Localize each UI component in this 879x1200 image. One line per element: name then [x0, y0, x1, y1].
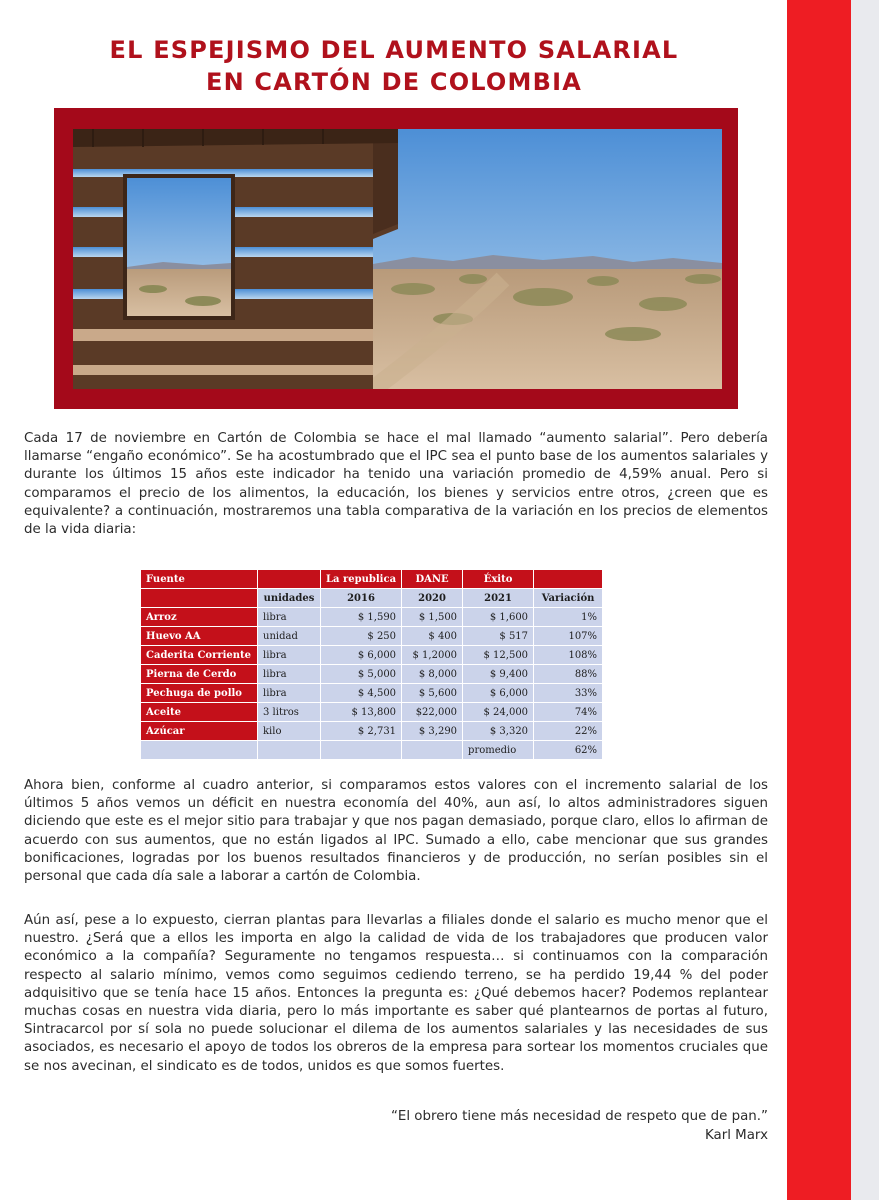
variation-cell: 107%: [534, 627, 603, 646]
price-2016-cell: $ 1,590: [321, 608, 402, 627]
table-row: [141, 627, 603, 646]
price-2021-cell: $ 24,000: [463, 703, 534, 722]
unit-cell: libra: [258, 665, 321, 684]
header-cell: Éxito: [463, 570, 534, 589]
item-name-cell: Caderita Corriente: [141, 646, 258, 665]
title-line-1: EL ESPEJISMO DEL AUMENTO SALARIAL: [109, 36, 679, 64]
empty-cell: [141, 741, 258, 760]
unit-cell: 3 litros: [258, 703, 321, 722]
table-row: [141, 646, 603, 665]
table-row: [141, 608, 603, 627]
price-2021-cell: $ 517: [463, 627, 534, 646]
photo-frame: [54, 108, 738, 409]
price-2020-cell: $22,000: [402, 703, 463, 722]
subheader-cell: [141, 589, 258, 608]
photo-illustration: [73, 129, 722, 389]
price-2016-cell: $ 5,000: [321, 665, 402, 684]
right-red-band: [787, 0, 851, 1200]
empty-cell: [321, 741, 402, 760]
unit-cell: unidad: [258, 627, 321, 646]
subheader-cell: 2020: [402, 589, 463, 608]
page-title: [40, 34, 748, 98]
price-2020-cell: $ 1,2000: [402, 646, 463, 665]
header-cell: [258, 570, 321, 589]
variation-cell: 33%: [534, 684, 603, 703]
average-value-cell: 62%: [534, 741, 603, 760]
price-2020-cell: $ 1,500: [402, 608, 463, 627]
intro-paragraph: Cada 17 de noviembre en Cartón de Colombia se hace el mal llamado “aumento salarial”. Pero debería llamarse “engaño económico”. Se ha acostumbrado que el IPC sea el punto base de los aumentos salariales y durante los últimos 15 años este indicador ha tenido una variación promedio de 4,59% anual. Pero si comparamos el precio de los alimentos, la educación, los bienes y servicios entre otros, ¿creen que es equivalente? a continuación, mostraremos una tabla comparativa de la variación en los precios de elementos de la vida diaria:: [24, 431, 768, 538]
item-name-cell: Aceite: [141, 703, 258, 722]
empty-cell: [402, 741, 463, 760]
desert-cabin-photo: [73, 129, 722, 389]
right-grey-band: [851, 0, 879, 1200]
price-2021-cell: $ 1,600: [463, 608, 534, 627]
subheader-cell: Variación: [534, 589, 603, 608]
table-row: [141, 722, 603, 741]
empty-cell: [258, 741, 321, 760]
header-cell: [534, 570, 603, 589]
price-2021-cell: $ 12,500: [463, 646, 534, 665]
item-name-cell: Pierna de Cerdo: [141, 665, 258, 684]
price-2021-cell: $ 3,320: [463, 722, 534, 741]
price-2020-cell: $ 8,000: [402, 665, 463, 684]
price-2020-cell: $ 3,290: [402, 722, 463, 741]
header-cell: Fuente: [141, 570, 258, 589]
conclusion-paragraph: Aún así, pese a lo expuesto, cierran plantas para llevarlas a filiales donde el salario es mucho menor que el nuestro. ¿Será que a ellos les importa en algo la calidad de vida de los trabajadores que producen valor económico a la compañía? Seguramente no tengamos respuesta… si continuamos con la comparación respecto al salario mínimo, vemos como seguimos cediendo terreno, se ha perdido 19,44 % del poder adquisitivo que se tenía hace 15 años. Entonces la pregunta es: ¿Qué debemos hacer? Podemos replantear muchas cosas en nuestra vida diaria, pero lo más importante es saber qué plantearnos de portas al futuro, Sintracarcol por sí sola no puede solucionar el dilema de los aumentos salariales y las necesidades de sus asociados, es necesario el apoyo de todos los obreros de la empresa para sortear los momentos cruciales que se nos avecinan, el sindicato es de todos, unidos es que somos fuertes.: [24, 913, 768, 1074]
price-2016-cell: $ 13,800: [321, 703, 402, 722]
table-header-row: [141, 570, 603, 589]
table-row: [141, 703, 603, 722]
quote-text: “El obrero tiene más necesidad de respeto que de pan.”: [390, 1109, 768, 1124]
subheader-cell: 2021: [463, 589, 534, 608]
price-comparison-table: [140, 569, 603, 760]
unit-cell: libra: [258, 684, 321, 703]
price-2016-cell: $ 250: [321, 627, 402, 646]
quote-author: Karl Marx: [704, 1128, 768, 1143]
variation-cell: 108%: [534, 646, 603, 665]
table-row: [141, 665, 603, 684]
table-footer-row: [141, 741, 603, 760]
item-name-cell: Azúcar: [141, 722, 258, 741]
table-row: [141, 684, 603, 703]
price-2020-cell: $ 400: [402, 627, 463, 646]
price-2021-cell: $ 9,400: [463, 665, 534, 684]
variation-cell: 88%: [534, 665, 603, 684]
unit-cell: kilo: [258, 722, 321, 741]
variation-cell: 1%: [534, 608, 603, 627]
price-2021-cell: $ 6,000: [463, 684, 534, 703]
variation-cell: 74%: [534, 703, 603, 722]
closing-quote: [300, 1107, 768, 1145]
item-name-cell: Pechuga de pollo: [141, 684, 258, 703]
average-label-cell: promedio: [463, 741, 534, 760]
price-2016-cell: $ 4,500: [321, 684, 402, 703]
variation-cell: 22%: [534, 722, 603, 741]
price-2016-cell: $ 6,000: [321, 646, 402, 665]
analysis-paragraph: Ahora bien, conforme al cuadro anterior, si comparamos estos valores con el incremento salarial de los últimos 5 años vemos un déficit en nuestra economía del 40%, aun así, lo altos administradores siguen diciendo que este es el mejor sitio para trabajar y que nos pagan demasiado, porque claro, ellos lo afirman de acuerdo con sus aumentos, que no están ligados al IPC. Sumado a ello, cabe mencionar que sus grandes bonificaciones, logradas por los buenos resultados financieros y de producción, no serían posibles sin el personal que cada día sale a laborar a cartón de Colombia.: [24, 778, 768, 885]
item-name-cell: Arroz: [141, 608, 258, 627]
unit-cell: libra: [258, 646, 321, 665]
header-cell: La republica: [321, 570, 402, 589]
price-2020-cell: $ 5,600: [402, 684, 463, 703]
item-name-cell: Huevo AA: [141, 627, 258, 646]
subheader-cell: 2016: [321, 589, 402, 608]
header-cell: DANE: [402, 570, 463, 589]
title-line-2: EN CARTÓN DE COLOMBIA: [205, 68, 583, 96]
price-2016-cell: $ 2,731: [321, 722, 402, 741]
unit-cell: libra: [258, 608, 321, 627]
subheader-cell: unidades: [258, 589, 321, 608]
table-subheader-row: [141, 589, 603, 608]
